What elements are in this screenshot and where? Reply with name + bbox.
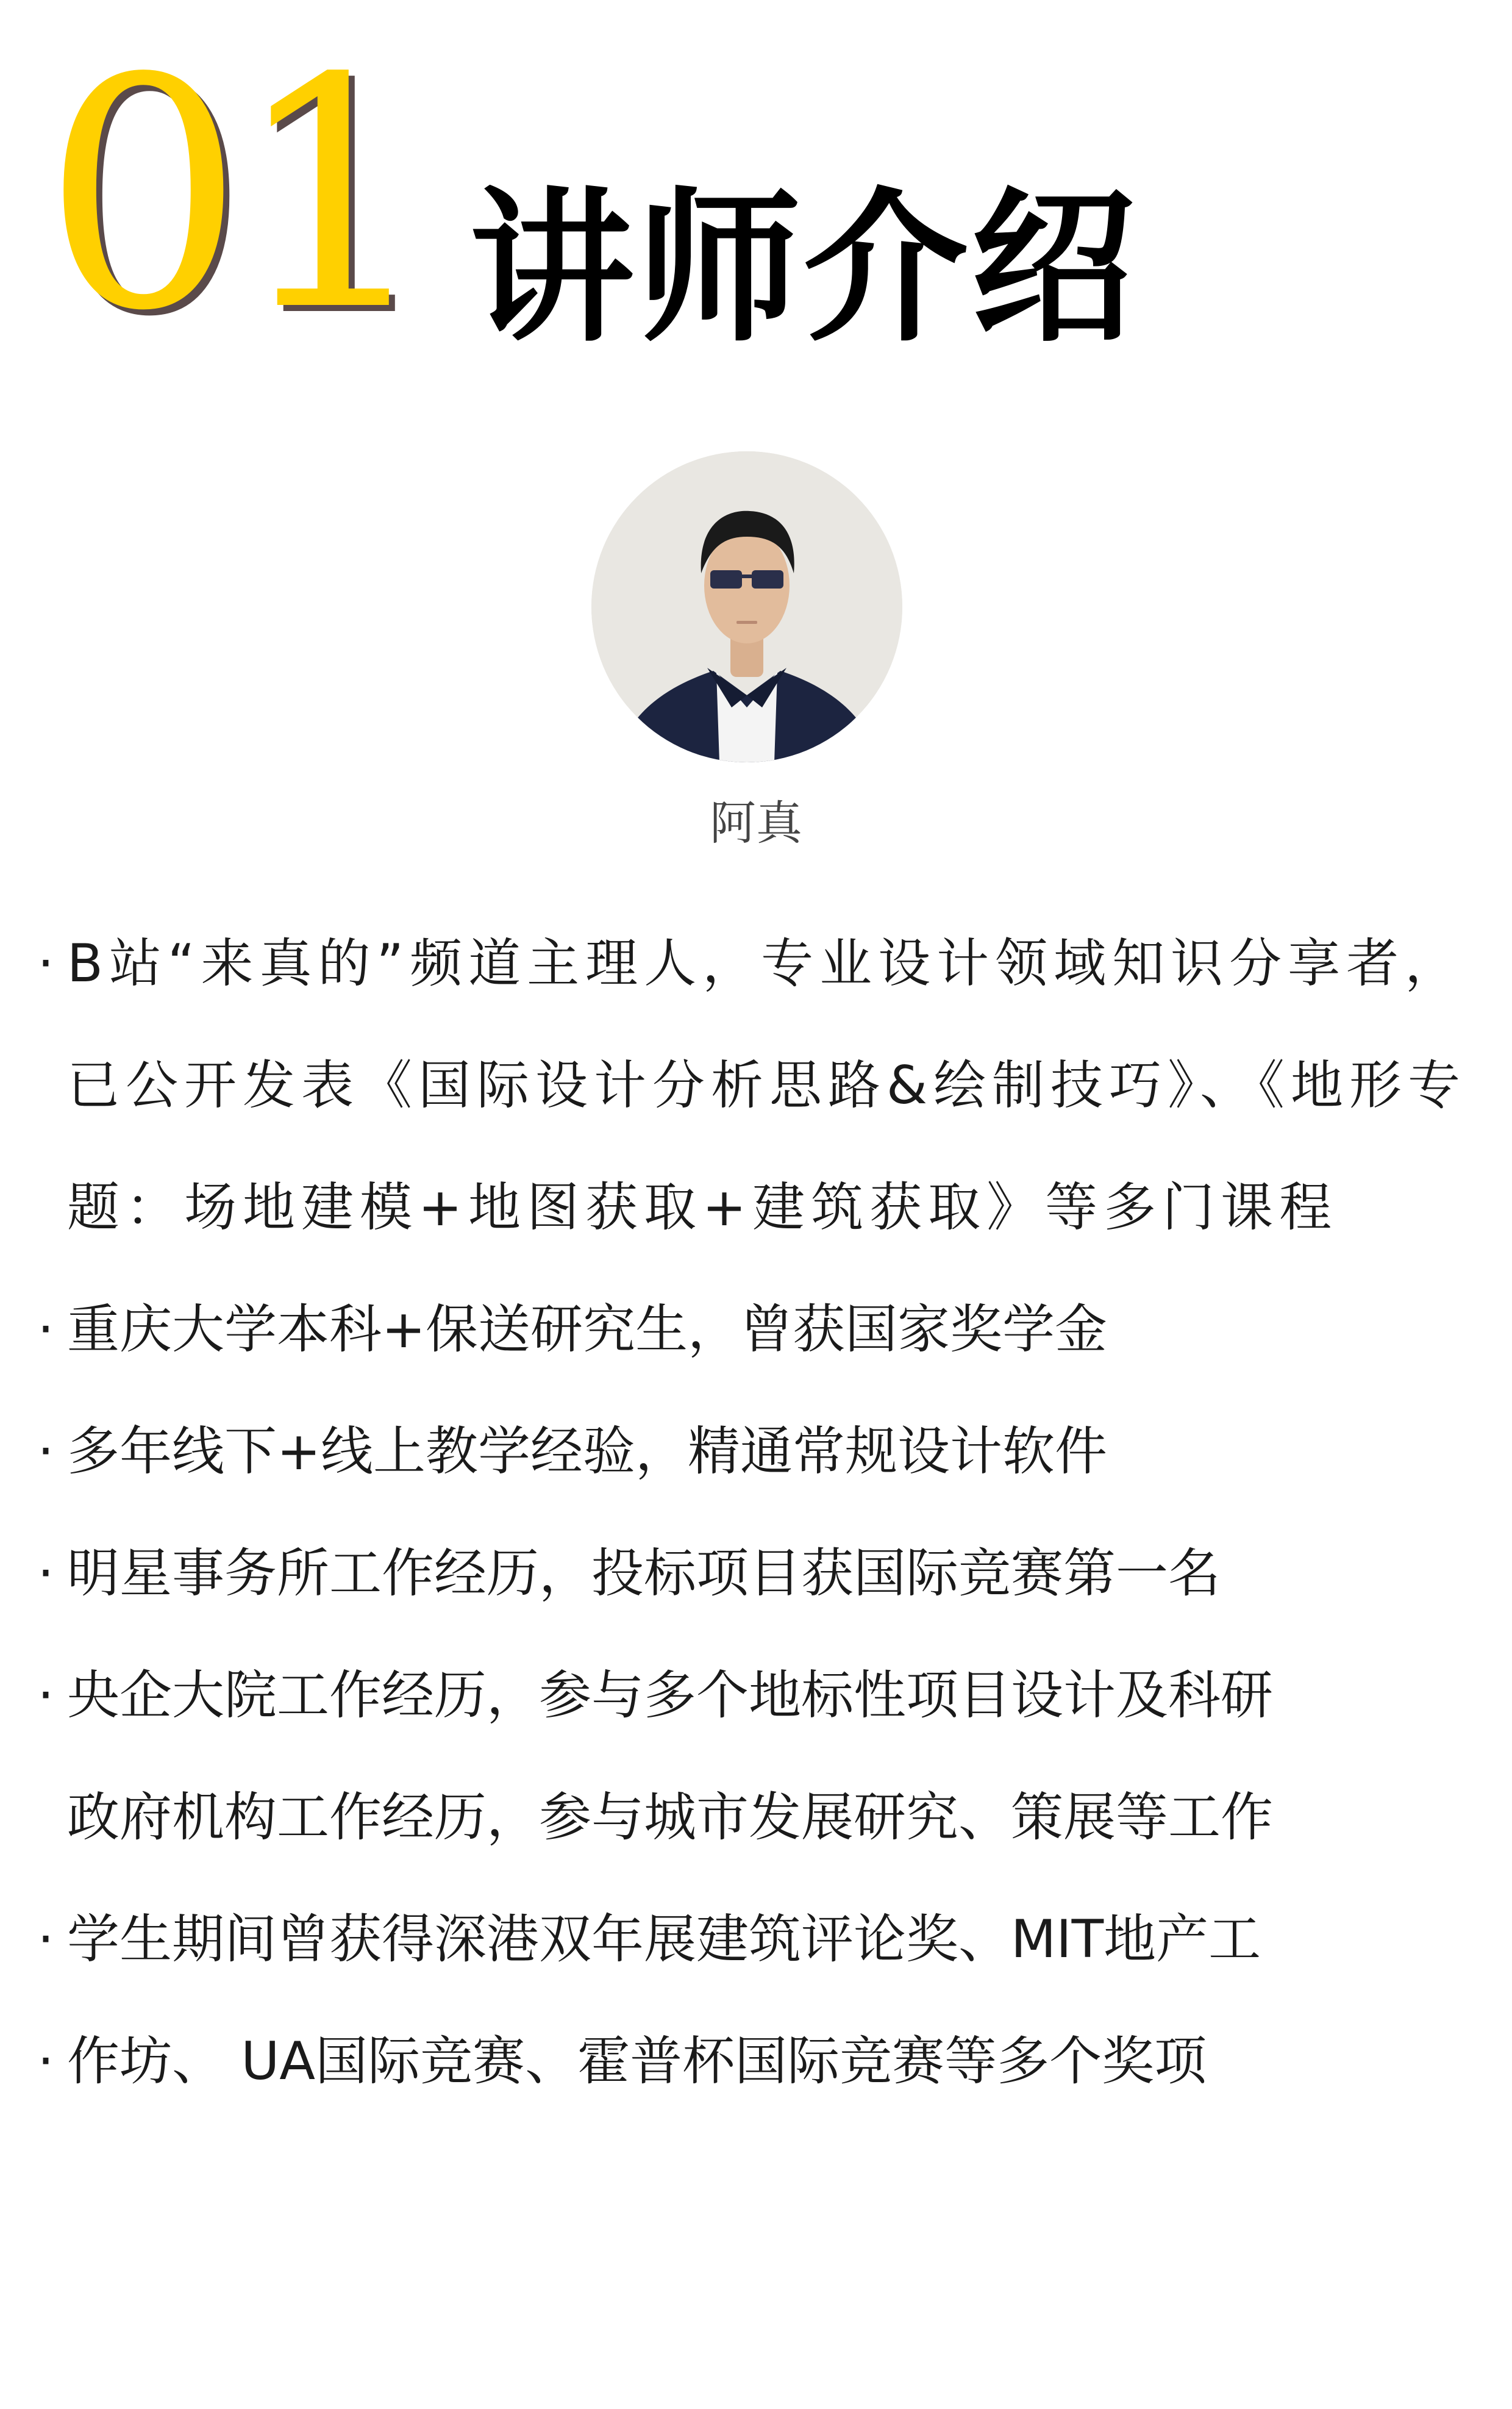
bullet-icon: ·	[37, 2031, 54, 2092]
bullet-icon: ·	[37, 1665, 54, 1726]
section-number: 01	[43, 10, 422, 380]
bio-item	[24, 903, 1488, 1269]
bio-item	[24, 2000, 1488, 2122]
bio-item	[24, 1391, 1488, 1512]
section-title: 讲师介绍	[469, 172, 1138, 364]
bio-text: 多年线下+线上教学经验，精通常规设计软件	[67, 1421, 1108, 1482]
bio-item	[24, 1269, 1488, 1391]
bio-text: 学生期间曾获得深港双年展建筑评论奖、MIT地产工	[67, 1909, 1261, 1970]
bio-item	[24, 1878, 1488, 2000]
bio-item	[24, 1634, 1488, 1756]
bullet-icon: ·	[37, 1543, 54, 1604]
avatar-photo-icon	[591, 451, 902, 762]
bio-text: 重庆大学本科+保送研究生，曾获国家奖学金	[67, 1299, 1108, 1360]
bio-item	[24, 1512, 1488, 1634]
bio-list	[24, 903, 1488, 2122]
bullet-icon: ·	[37, 1299, 54, 1360]
bio-text: 央企大院工作经历，参与多个地标性项目设计及科研	[67, 1665, 1273, 1726]
bio-text: B站“来真的”频道主理人，专业设计领域知识分享者，已公开发表《国际设计分析思路&绘制技巧》、《地形专题：场地建模+地图获取+建筑获取》等多门课程	[67, 933, 1467, 1238]
instructor-avatar	[591, 451, 902, 762]
bullet-icon: ·	[37, 1421, 54, 1482]
bullet-icon: ·	[37, 1909, 54, 1970]
bio-item	[24, 1756, 1488, 1878]
bio-text: 明星事务所工作经历，投标项目获国际竞赛第一名	[67, 1543, 1221, 1604]
bio-text: 作坊、 UA国际竞赛、霍普杯国际竞赛等多个奖项	[67, 2031, 1207, 2092]
bio-text: 政府机构工作经历，参与城市发展研究、策展等工作	[67, 1787, 1273, 1848]
bullet-icon: ·	[37, 933, 54, 994]
section-header	[43, 10, 1469, 380]
instructor-name: 阿真	[710, 796, 802, 850]
